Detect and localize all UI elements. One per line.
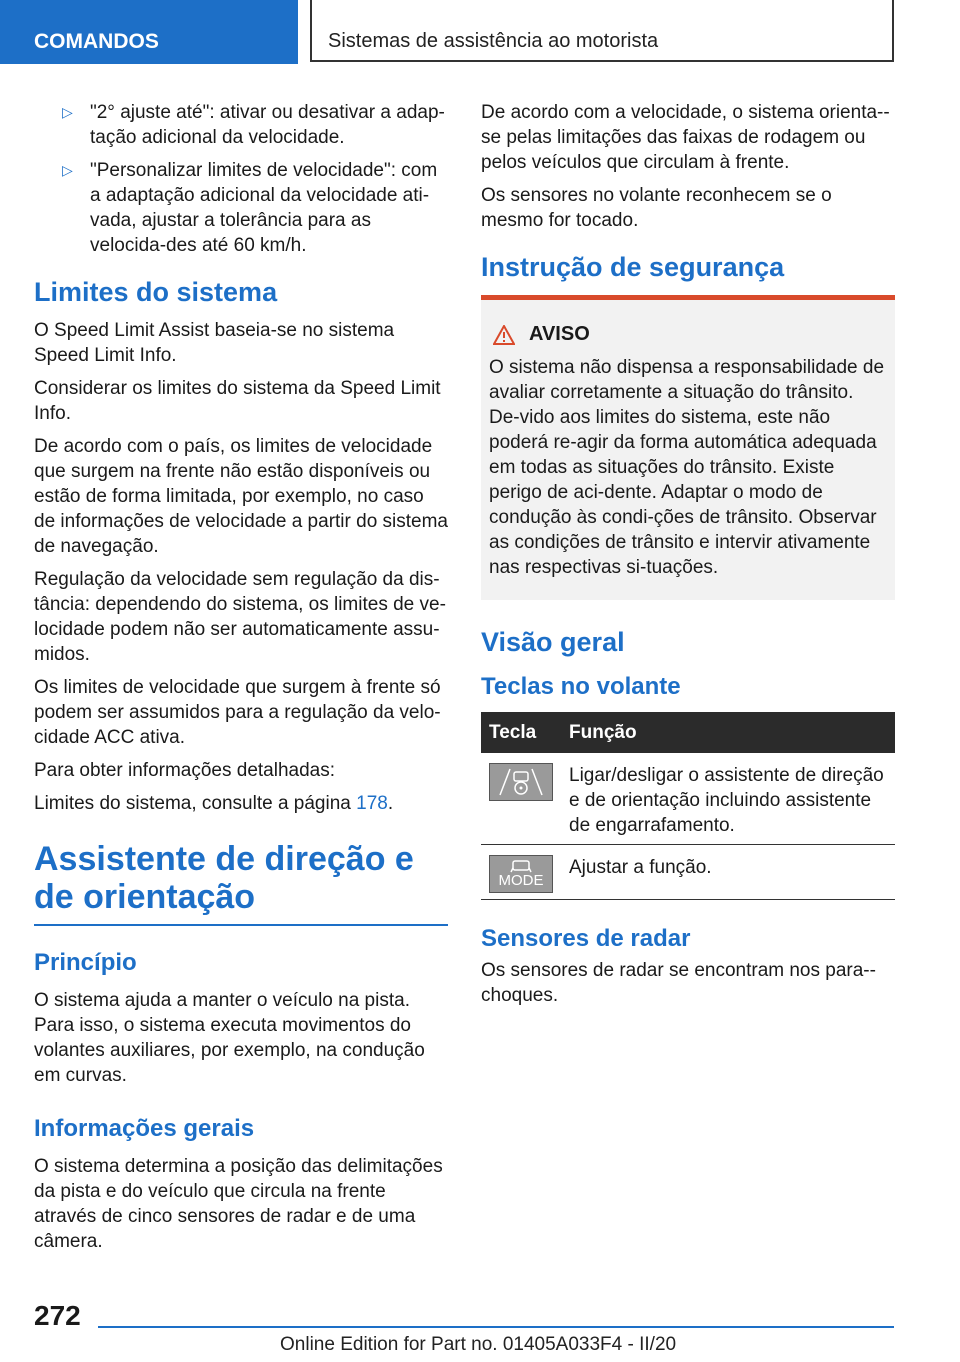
table-header-row [481,712,895,753]
warning-box [481,295,895,600]
keys-table [481,712,895,900]
paragraph: O sistema determina a posição das delimitações da pista e do veículo que circula na frente através de cinco sensores de radar e de uma câmera. [34,1156,443,1252]
paragraph: O sistema ajuda a manter o veículo na pista. Para isso, o sistema executa movimentos do volantes auxiliares, por exemplo, na condução em curvas. [34,990,425,1086]
bullet-item [34,158,448,258]
col-function-header: Função [561,712,895,753]
overview-heading: Visão geral [481,627,625,657]
bullet-item [34,100,448,150]
header-chapter-label: Sistemas de assistência ao motorista [328,30,659,52]
title-divider [34,924,448,926]
chapter-title: Assistente de direção e de orientação [34,840,414,916]
mode-key-label: MODE [498,872,544,889]
reference-text: Limites do sistema, consulte a página [34,793,357,814]
paragraph: O Speed Limit Assist baseia-se no sistema Speed Limit Info. [34,320,395,366]
header-section [0,0,298,64]
triangle-bullet-icon: ▷ [62,104,73,120]
cross-reference [34,791,448,816]
paragraph: De acordo com a velocidade, o sistema orienta--se pelas limitações das faixas de rodagem ou pelos veículos que circulam à frente. [481,102,890,173]
key-cell [481,845,561,900]
triangle-bullet-icon: ▷ [62,162,73,178]
safety-heading: Instrução de segurança [481,252,785,282]
left-column [34,100,448,1262]
table-row [481,845,895,900]
table-row [481,753,895,845]
footer-divider [98,1326,894,1328]
paragraph: Considerar os limites do sistema da Speed Limit Info. [34,378,441,424]
general-heading: Informações gerais [34,1115,255,1142]
radar-heading: Sensores de radar [481,925,691,952]
warning-title [489,322,887,347]
function-cell: Ajustar a função. [561,845,895,900]
page-link[interactable]: 178 [356,793,388,814]
bullet-text: "Personalizar limites de velocidade": com a adaptação adicional da velocidade ati-vada, ajustar a tolerância para as velocida-des até 60 km/h. [90,160,438,256]
paragraph: De acordo com o país, os limites de velocidade que surgem na frente não estão disponíveis ou estão de forma limitada, por exemplo, no caso de informações de velocidade a partir do sistema de navegação. [34,436,449,557]
warning-text: O sistema não dispensa a responsabilidade de avaliar corretamente a situação do trânsito. De-vido aos limites do sistema, este não poderá re-agir da forma automática adequada em todas as situações do trânsito. Existe perigo de aci-dente. Adaptar o modo de condução às condi-ções de trânsito. Observar as condições de trânsito e intervir ativamente nas respectivas si-tuações. [489,357,885,578]
keys-heading: Teclas no volante [481,673,681,700]
paragraph: Os limites de velocidade que surgem à frente só podem ser assumidos para a regulação da velo-cidade ACC ativa. [34,677,441,748]
steering-assist-icon [489,763,553,801]
paragraph: Os sensores de radar se encontram nos para--choques. [481,960,876,1006]
page-number: 272 [34,1300,81,1331]
paragraph: Para obter informações detalhadas: [34,760,336,781]
paragraph: Regulação da velocidade sem regulação da dis-tância: dependendo do sistema, os limites de ve-locidade podem não ser automaticamente assu-midos. [34,569,446,665]
col-key-header: Tecla [481,712,561,753]
warning-label: AVISO [529,323,590,345]
header-chapter [310,0,894,62]
mode-icon [489,855,553,893]
reference-end: . [387,793,394,814]
key-cell [481,753,561,845]
limits-heading: Limites do sistema [34,277,278,307]
header-section-label: COMANDOS [34,30,159,53]
principle-heading: Princípio [34,949,137,976]
footer-edition: Online Edition for Part no. 01405A033F4 - II/20 [280,1334,677,1355]
function-cell: Ligar/desligar o assistente de direção e de orientação incluindo assistente de engarrafamento. [561,753,895,845]
paragraph: Os sensores no volante reconhecem se o mesmo for tocado. [481,185,832,231]
warning-triangle-icon [493,325,515,345]
right-column [481,100,895,1016]
bullet-text: "2° ajuste até": ativar ou desativar a adap-tação adicional da velocidade. [90,102,445,148]
